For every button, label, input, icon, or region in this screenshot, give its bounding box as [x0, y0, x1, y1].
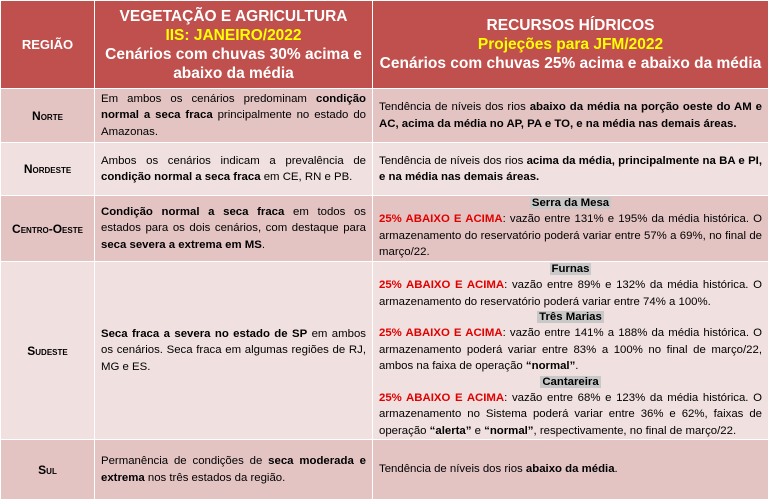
- reservoir-furnas: Furnas: [379, 262, 762, 277]
- region-sul: Sul: [1, 440, 95, 500]
- veg-period: IIS: JANEIRO/2022: [95, 26, 372, 45]
- reservoir-tres-marias: Três Marias: [379, 310, 762, 325]
- water-scenario: Cenários com chuvas 25% acima e abaixo da média: [373, 54, 768, 73]
- row-centro-oeste: [1, 196, 768, 262]
- veg-title: VEGETAÇÃO E AGRICULTURA: [95, 7, 372, 26]
- veg-scenario-2: abaixo da média: [95, 64, 372, 83]
- reservoir-serra-da-mesa: Serra da Mesa: [379, 196, 762, 211]
- water-sul: Tendência de níveis dos rios abaixo da média.: [373, 440, 768, 500]
- water-title: RECURSOS HÍDRICOS: [373, 16, 768, 35]
- region-norte: Norte: [1, 89, 95, 143]
- water-nordeste: Tendência de níveis dos rios acima da média, principalmente na BA e PI, e na média nas demais áreas.: [373, 143, 768, 196]
- region-nordeste: Nordeste: [1, 143, 95, 196]
- water-centro-oeste: Serra da Mesa 25% ABAIXO E ACIMA: vazão entre 131% e 195% da média histórica. O armazenamento do reservatório poderá variar entre 57% a 69%, no final de março/22.: [373, 196, 768, 262]
- row-sul: [1, 440, 768, 500]
- row-norte: [1, 89, 768, 143]
- reservoir-cantareira: Cantareira: [379, 375, 762, 390]
- water-period: Projeções para JFM/2022: [373, 35, 768, 54]
- water-norte: Tendência de níveis dos rios abaixo da média na porção oeste do AM e AC, acima da média no AP, PA e TO, e na média nas demais áreas.: [373, 89, 768, 143]
- header-vegetation: [95, 1, 373, 89]
- veg-sudeste: Seca fraca a severa no estado de SP em ambos os cenários. Seca fraca em algumas regiões de RJ, MG e ES.: [95, 262, 373, 440]
- region-centro-oeste: Centro-Oeste: [1, 196, 95, 262]
- row-sudeste: [1, 262, 768, 440]
- header-water: [373, 1, 768, 89]
- veg-scenario-1: Cenários com chuvas 30% acima e: [95, 45, 372, 64]
- veg-centro-oeste: Condição normal a seca fraca em todos os estados para os dois cenários, com destaque para seca severa a extrema em MS.: [95, 196, 373, 262]
- region-sudeste: Sudeste: [1, 262, 95, 440]
- header-row: [1, 1, 768, 89]
- veg-sul: Permanência de condições de seca moderada e extrema nos três estados da região.: [95, 440, 373, 500]
- veg-nordeste: Ambos os cenários indicam a prevalência de condição normal a seca fraca em CE, RN e PB.: [95, 143, 373, 196]
- veg-norte: Em ambos os cenários predominam condição normal a seca fraca principalmente no estado do Amazonas.: [95, 89, 373, 143]
- water-sudeste: Furnas 25% ABAIXO E ACIMA: vazão entre 89% e 132% da média histórica. O armazenamento do reservatório poderá variar entre 74% a 100%. Três Marias 25% ABAIXO E ACIMA: vazão entre 141% a 188% da média histórica. O armazenamento poderá variar entre 83% a 100% no final de março/22, ambos na faixa de operação “normal”. Cantareira 25% ABAIXO E ACIMA: vazão entre 68% e 123% da média histórica. O armazenamento no Sistema poderá variar entre 36% e 62%, faixas de operação “alerta” e “normal”, respectivamente, no final de março/22.: [373, 262, 768, 440]
- header-region: REGIÃO: [1, 1, 95, 89]
- row-nordeste: [1, 143, 768, 196]
